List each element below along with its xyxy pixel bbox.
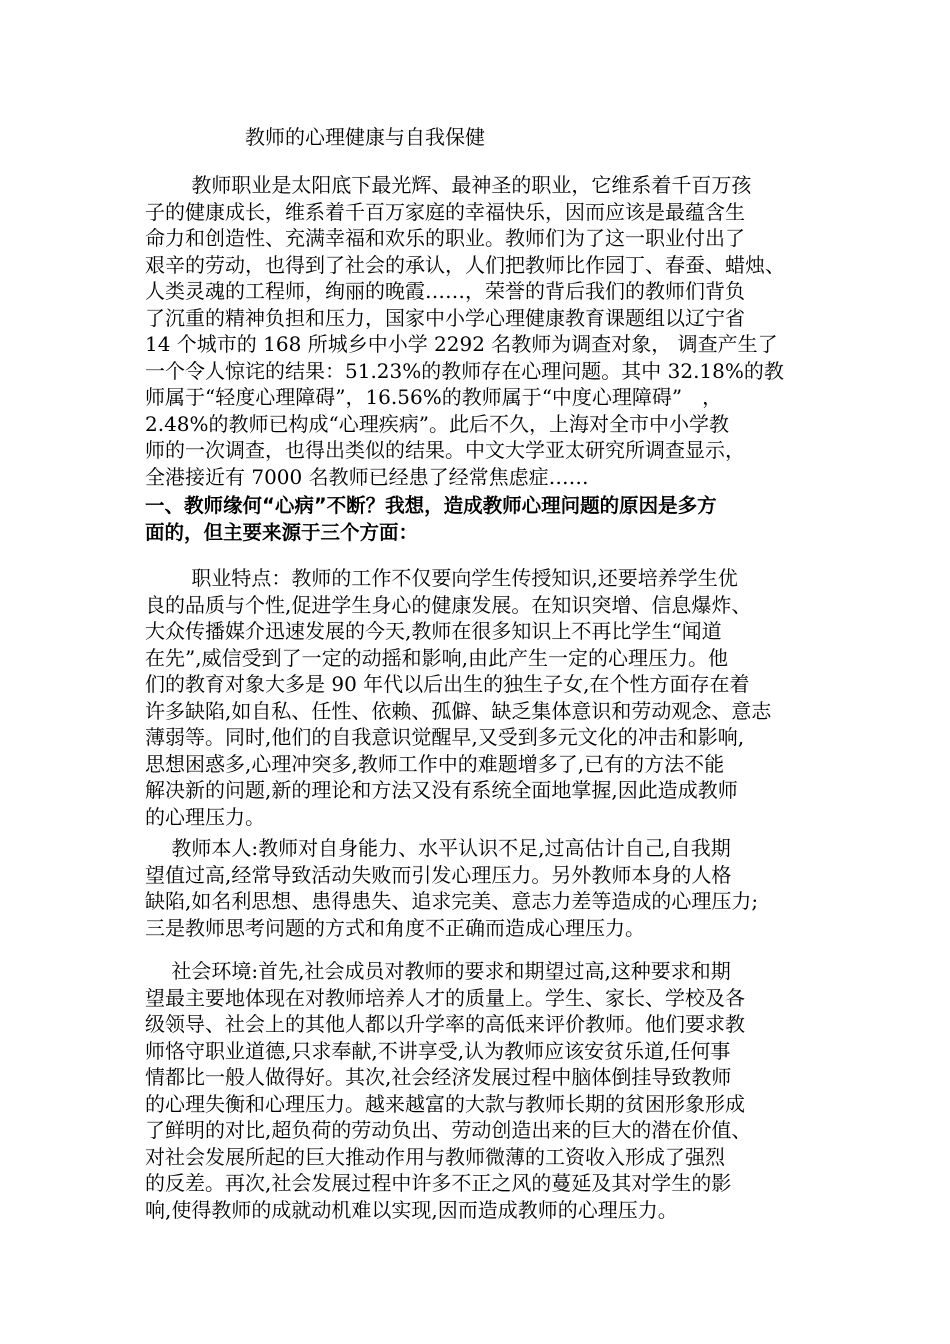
teacher-self-paragraph bbox=[145, 835, 825, 941]
text-line: 薄弱等。同时,他们的自我意识觉醒早,又受到多元文化的冲击和影响, bbox=[145, 725, 745, 749]
text-line: 缺陷,如名利思想、患得患失、追求完美、意志力差等造成的心理压力; bbox=[145, 889, 759, 913]
text-line: 望最主要地体现在对教师培养人才的质量上。学生、家长、学校及各 bbox=[145, 985, 745, 1010]
section-heading bbox=[145, 493, 825, 546]
text-line: 教师职业是太阳底下最光辉、最神圣的职业，它维系着千百万孩 bbox=[145, 173, 752, 197]
text-line: 师属于“轻度心理障碍”，16.56%的教师属于“中度心理障碍” ， bbox=[145, 385, 723, 409]
text-line: 了沉重的精神负担和压力，国家中小学心理健康教育课题组以辽宁省 bbox=[145, 305, 745, 330]
text-line: 一个令人惊诧的结果：51.23%的教师存在心理问题。其中 32.18%的教 bbox=[145, 358, 784, 383]
text-line: 艰辛的劳动，也得到了社会的承认，人们把教师比作园丁、春蚕、蜡烛、 bbox=[145, 252, 785, 277]
text-line: 对社会发展所起的巨大推动作用与教师微薄的工资收入形成了强烈 bbox=[145, 1144, 725, 1169]
intro-paragraph bbox=[145, 172, 825, 490]
text-line: 教师本人:教师对自身能力、水平认识不足,过高估计自己,自我期 bbox=[145, 836, 731, 860]
text-line: 了鲜明的对比,超负荷的劳动负出、劳动创造出来的巨大的潜在价值、 bbox=[145, 1118, 752, 1142]
text-line: 解决新的问题,新的理论和方法又没有系统全面地掌握,因此造成教师 bbox=[145, 778, 738, 802]
text-line: 许多缺陷,如自私、任性、依赖、孤僻、缺乏集体意识和劳动观念、意志 bbox=[145, 698, 772, 723]
text-line: 2.48%的教师已构成“心理疾病”。此后不久，上海对全市中小学教 bbox=[145, 411, 729, 436]
text-line: 一、教师缘何“心病”不断？我想，造成教师心理问题的原因是多方 bbox=[145, 494, 717, 517]
text-line: 思想困惑多,心理冲突多,教师工作中的难题增多了,已有的方法不能 bbox=[145, 751, 725, 776]
text-line: 师恪守职业道德,只求奉献,不讲享受,认为教师应该安贫乐道,任何事 bbox=[145, 1038, 731, 1063]
career-paragraph bbox=[145, 565, 825, 830]
text-line: 全港接近有 7000 名教师已经患了经常焦虑症…… bbox=[145, 464, 589, 489]
text-line: 的反差。再次,社会发展过程中许多不正之风的蔓延及其对学生的影 bbox=[145, 1171, 732, 1195]
text-line: 三是教师思考问题的方式和角度不正确而造成心理压力。 bbox=[145, 915, 645, 940]
document-title: 教师的心理健康与自我保健 bbox=[245, 125, 485, 149]
text-line: 大众传播媒介迅速发展的今天,教师在很多知识上不再比学生“闻道 bbox=[145, 619, 722, 643]
text-line: 职业特点：教师的工作不仅要向学生传授知识,还要培养学生优 bbox=[145, 566, 738, 590]
text-line: 面的，但主要来源于三个方面： bbox=[145, 520, 419, 544]
text-line: 的心理失衡和心理压力。越来越富的大款与教师长期的贫困形象形成 bbox=[145, 1091, 745, 1116]
text-line: 命力和创造性、充满幸福和欢乐的职业。教师们为了这一职业付出了 bbox=[145, 226, 745, 250]
social-environment-paragraph bbox=[145, 958, 825, 1223]
text-line: 社会环境:首先,社会成员对教师的要求和期望过高,这种要求和期 bbox=[145, 959, 731, 983]
text-line: 们的教育对象大多是 90 年代以后出生的独生子女,在个性方面存在着 bbox=[145, 672, 750, 696]
text-line: 良的品质与个性,促进学生身心的健康发展。在知识突增、信息爆炸、 bbox=[145, 592, 752, 617]
text-line: 情都比一般人做得好。其次,社会经济发展过程中脑体倒挂导致教师 bbox=[145, 1065, 732, 1089]
text-line: 响,使得教师的成就动机难以实现,因而造成教师的心理压力。 bbox=[145, 1197, 678, 1222]
text-line: 师的一次调查，也得出类似的结果。中文大学亚太研究所调查显示， bbox=[145, 438, 745, 462]
text-line: 望值过高,经常导致活动失败而引发心理压力。另外教师本身的人格 bbox=[145, 862, 732, 887]
text-line: 的心理压力。 bbox=[145, 804, 265, 829]
text-line: 在先”,威信受到了一定的动摇和影响,由此产生一定的心理压力。他 bbox=[145, 645, 728, 670]
text-line: 14 个城市的 168 所城乡中小学 2292 名教师为调查对象， 调查产生了 bbox=[145, 332, 778, 356]
text-line: 人类灵魂的工程师，绚丽的晚霞……，荣誉的背后我们的教师们背负 bbox=[145, 279, 745, 303]
text-line: 子的健康成长，维系着千百万家庭的幸福快乐，因而应该是最蕴含生 bbox=[145, 199, 745, 224]
text-line: 级领导、社会上的其他人都以升学率的高低来评价教师。他们要求教 bbox=[145, 1012, 745, 1036]
